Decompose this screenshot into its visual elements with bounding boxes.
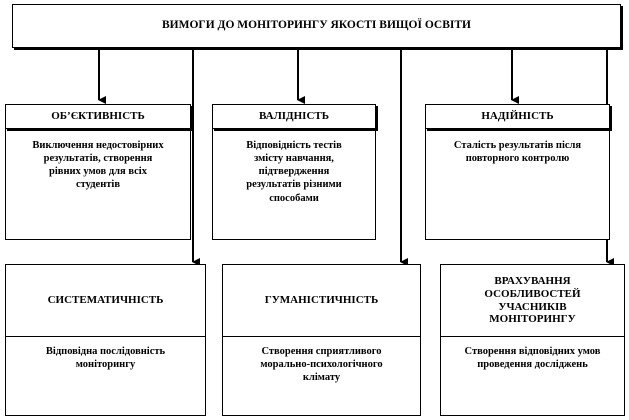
humanism-title: ГУМАНІСТИЧНІСТЬ	[264, 294, 379, 307]
reliability-title-box	[425, 104, 610, 129]
participants-description: Створення відповідних умов проведення досліджень	[464, 346, 601, 371]
objectivity-description: Виключення недостовірних результатів, створення рівних умов для всіх студентів	[32, 140, 164, 191]
validity-title-box	[212, 104, 376, 129]
reliability-card	[425, 104, 610, 240]
humanism-description: Створення сприятливого морально-психологічного клімату	[260, 346, 383, 384]
objectivity-card	[5, 104, 191, 240]
humanism-title-box	[222, 264, 421, 337]
validity-description: Відповідність тестів змісту навчання, підтвердження результатів різними способами	[246, 140, 342, 204]
systematicity-card	[5, 264, 206, 416]
participants-card	[440, 264, 625, 416]
objectivity-title: ОБ’ЄКТИВНІСТЬ	[51, 110, 145, 123]
participants-title: ВРАХУВАННЯ ОСОБЛИВОСТЕЙ УЧАСНИКІВ МОНІТОРИНГУ	[484, 275, 581, 326]
systematicity-title-box	[5, 264, 206, 337]
validity-card	[212, 104, 376, 240]
validity-title: ВАЛІДНІСТЬ	[258, 110, 330, 123]
objectivity-title-box	[5, 104, 191, 129]
humanism-card	[222, 264, 421, 416]
reliability-title: НАДІЙНІСТЬ	[481, 110, 554, 123]
header-title: ВИМОГИ ДО МОНІТОРИНГУ ЯКОСТІ ВИЩОЇ ОСВІТИ	[162, 19, 471, 32]
systematicity-title: СИСТЕМАТИЧНІСТЬ	[47, 294, 164, 307]
systematicity-description: Відповідна послідовність моніторингу	[45, 346, 166, 371]
reliability-description: Сталість результатів після повторного контролю	[453, 140, 582, 165]
participants-title-box	[440, 264, 625, 337]
header-box	[12, 4, 621, 48]
